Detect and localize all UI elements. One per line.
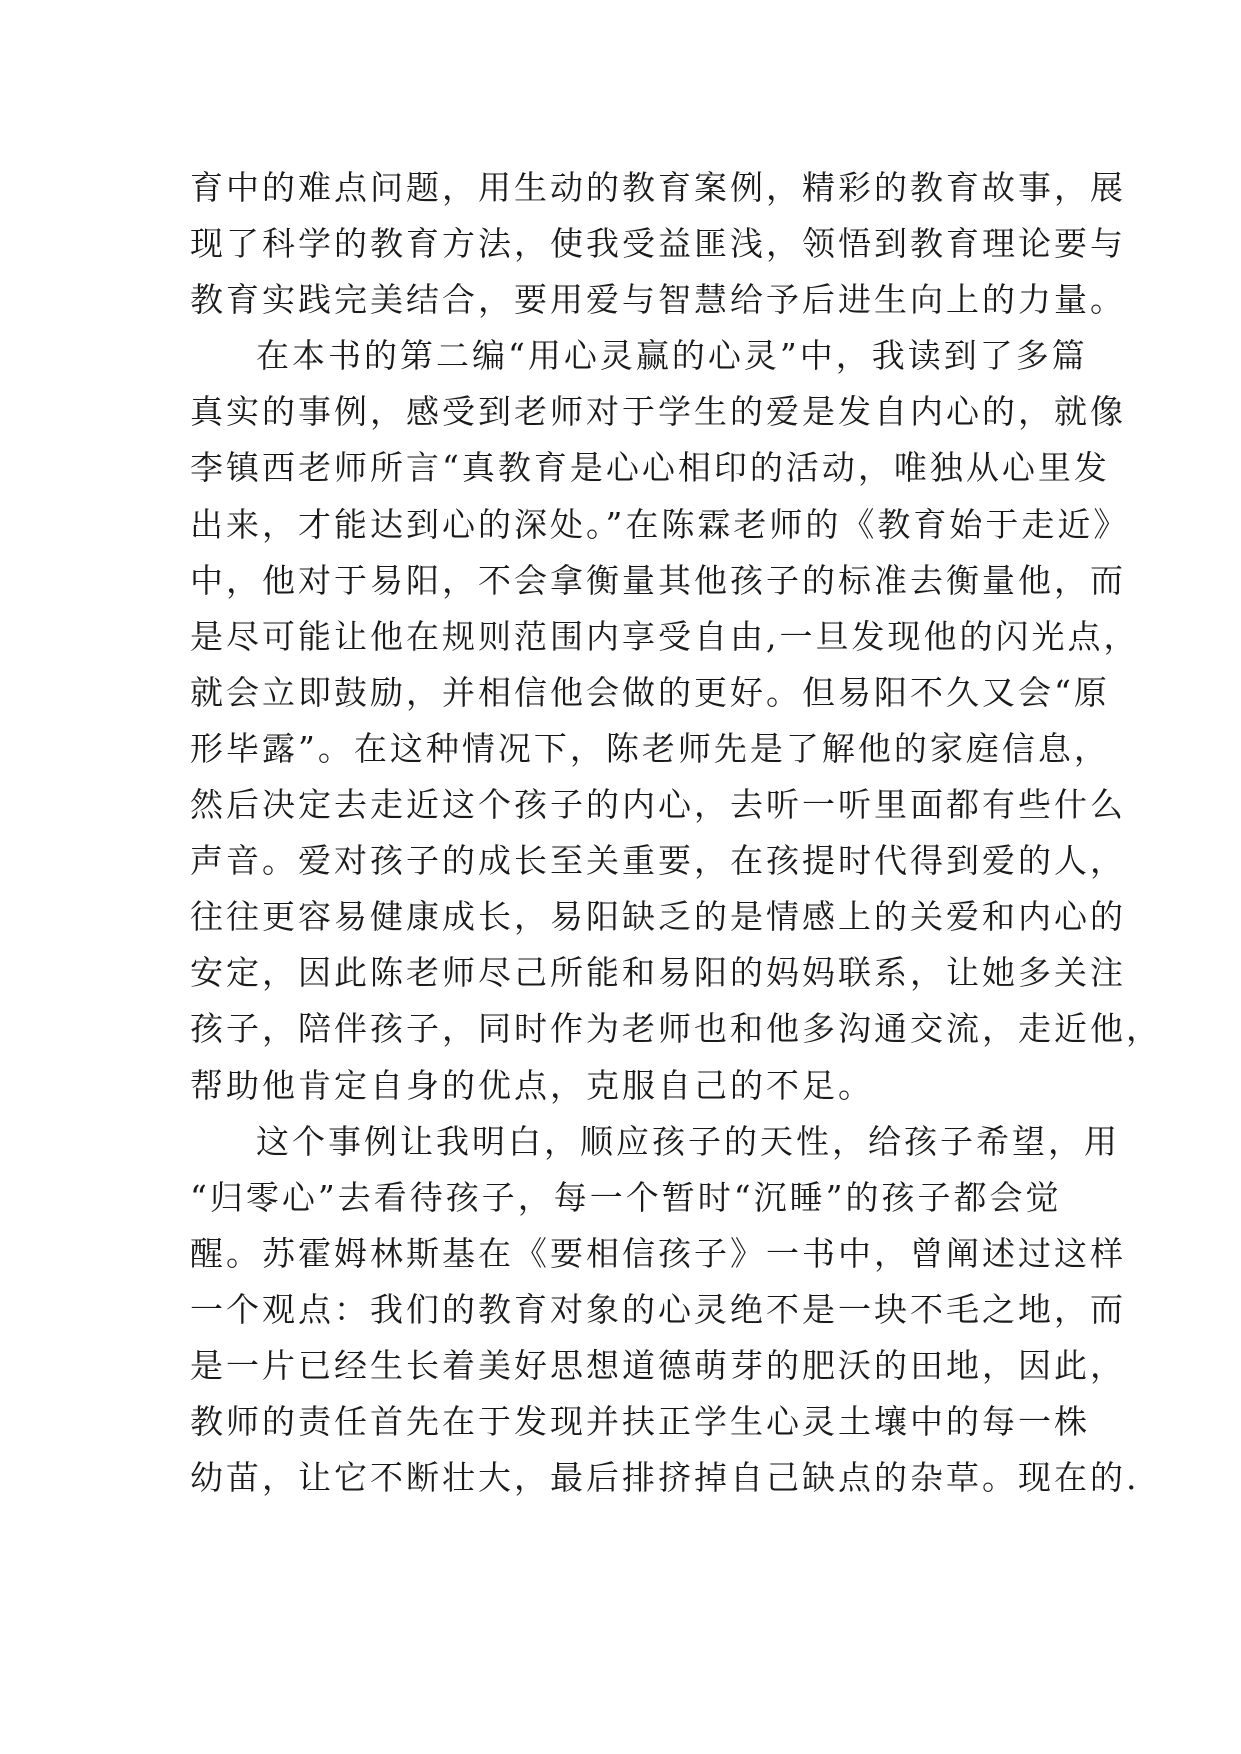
text-line: 安定，因此陈老师尽己所能和易阳的妈妈联系，让她多关注 <box>190 953 1126 993</box>
text-line: 出来，才能达到心的深处。”在陈霖老师的《教育始于走近》 <box>190 504 1130 544</box>
body-text <box>190 160 1162 1506</box>
text-line: 现了科学的教育方法，使我受益匪浅，领悟到教育理论要与 <box>190 224 1126 264</box>
text-line: 李镇西老师所言“真教育是心心相印的活动，唯独从心里发 <box>190 448 1110 488</box>
paragraph-first-line: 这个事例让我明白，顺应孩子的天性，给孩子希望，用 <box>256 1121 1120 1161</box>
text-line: 幼苗，让它不断壮大，最后排挤掉自己缺点的杂草。现在的. <box>190 1458 1140 1498</box>
text-line: 然后决定去走近这个孩子的内心，去听一听里面都有些什么 <box>190 785 1126 825</box>
text-line: 声音。爱对孩子的成长至关重要，在孩提时代得到爱的人， <box>190 841 1126 881</box>
text-line: 往往更容易健康成长，易阳缺乏的是情感上的关爱和内心的 <box>190 897 1126 937</box>
text-line: 是一片已经生长着美好思想道德萌芽的肥沃的田地，因此， <box>190 1345 1126 1385</box>
text-line: 真实的事例，感受到老师对于学生的爱是发自内心的，就像 <box>190 392 1126 432</box>
text-line: “归零心”去看待孩子，每一个暂时“沉睡”的孩子都会觉 <box>190 1177 1062 1217</box>
text-line: 形毕露”。在这种情况下，陈老师先是了解他的家庭信息， <box>190 728 1110 768</box>
text-line: 孩子，陪伴孩子，同时作为老师也和他多沟通交流，走近他， <box>190 1009 1162 1049</box>
text-line: 中，他对于易阳，不会拿衡量其他孩子的标准去衡量他，而 <box>190 560 1126 600</box>
text-line: 帮助他肯定自身的优点，克服自己的不足。 <box>190 1065 874 1105</box>
text-line: 教师的责任首先在于发现并扶正学生心灵土壤中的每一株 <box>190 1402 1090 1442</box>
text-line: 教育实践完美结合，要用爱与智慧给予后进生向上的力量。 <box>190 280 1126 320</box>
text-line: 一个观点：我们的教育对象的心灵绝不是一块不毛之地，而 <box>190 1289 1126 1329</box>
text-line: 就会立即鼓励，并相信他会做的更好。但易阳不久又会“原 <box>190 672 1110 712</box>
text-line: 是尽可能让他在规则范围内享受自由,一旦发现他的闪光点， <box>190 616 1140 656</box>
paragraph-first-line: 在本书的第二编“用心灵赢的心灵”中，我读到了多篇 <box>256 336 1088 376</box>
text-line: 醒。苏霍姆林斯基在《要相信孩子》一书中，曾阐述过这样 <box>190 1233 1126 1273</box>
text-line: 育中的难点问题，用生动的教育案例，精彩的教育故事，展 <box>190 168 1126 207</box>
